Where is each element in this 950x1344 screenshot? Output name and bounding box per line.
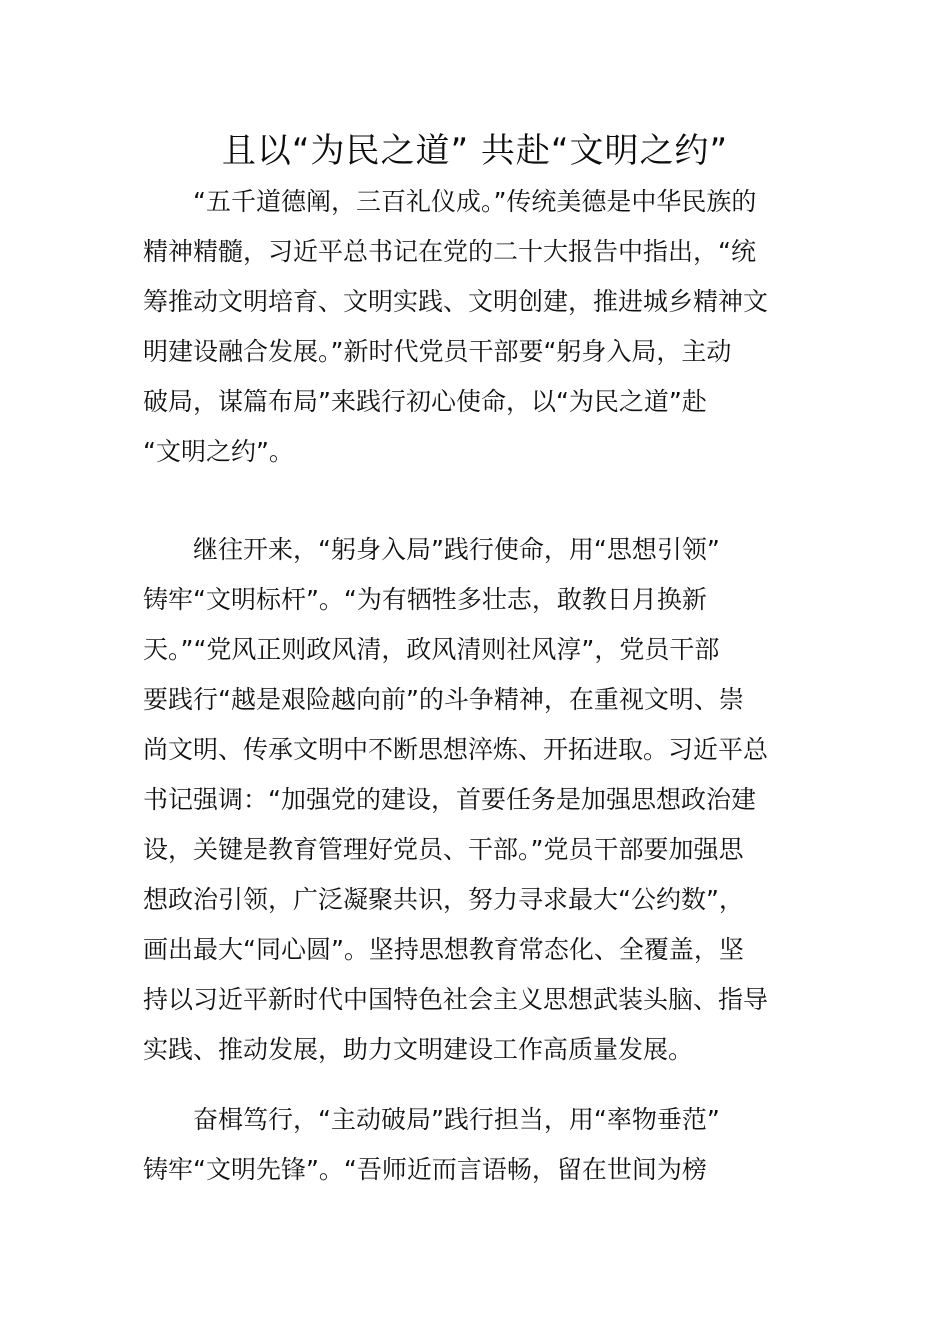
paragraph-line: 铸牢“文明标杆”。“为有牺牲多壮志，敢教日月换新: [143, 585, 707, 614]
paragraph-line: “文明之约”。: [143, 437, 294, 466]
paragraph-line: 画出最大“同心圆”。坚持思想教育常态化、全覆盖，坚: [143, 935, 744, 964]
paragraph-1: [143, 177, 809, 477]
paragraph-line: 实践、推动发展，助力文明建设工作高质量发展。: [143, 1035, 694, 1064]
paragraph-line: 持以习近平新时代中国特色社会主义思想武装头脑、指导: [143, 985, 769, 1014]
paragraph-line: 天。”“党风正则政风清，政风清则社风淳”，党员干部: [143, 635, 720, 664]
paragraph-line: 破局，谋篇布局”来践行初心使命，以“为民之道”赴: [143, 387, 707, 416]
document-title: 且以“为民之道” 共赴“文明之约”: [221, 131, 729, 171]
paragraph-line: 设，关键是教育管理好党员、干部。”党员干部要加强思: [143, 835, 744, 864]
paragraph-line: 精神精髓，习近平总书记在党的二十大报告中指出，“统: [143, 237, 756, 266]
paragraph-line: 奋楫笃行，“主动破局”践行担当，用“率物垂范”: [193, 1105, 720, 1134]
paragraph-line: 书记强调：“加强党的建设，首要任务是加强思想政治建: [143, 785, 756, 814]
paragraph-2: [143, 525, 809, 1075]
paragraph-line: 想政治引领，广泛凝聚共识，努力寻求最大“公约数”，: [143, 885, 744, 914]
paragraph-line: “五千道德阐，三百礼仪成。”传统美德是中华民族的: [193, 187, 757, 216]
paragraph-line: 筹推动文明培育、文明实践、文明创建，推进城乡精神文: [143, 287, 769, 316]
paragraph-line: 铸牢“文明先锋”。“吾师近而言语畅，留在世间为榜: [143, 1155, 707, 1184]
paragraph-line: 继往开来，“躬身入局”践行使命，用“思想引领”: [193, 535, 720, 564]
paragraph-line: 要践行“越是艰险越向前”的斗争精神，在重视文明、崇: [143, 685, 744, 714]
paragraph-3: [143, 1095, 809, 1195]
paragraph-line: 明建设融合发展。”新时代党员干部要“躬身入局，主动: [143, 337, 732, 366]
paragraph-line: 尚文明、传承文明中不断思想淬炼、开拓进取。习近平总: [143, 735, 769, 764]
